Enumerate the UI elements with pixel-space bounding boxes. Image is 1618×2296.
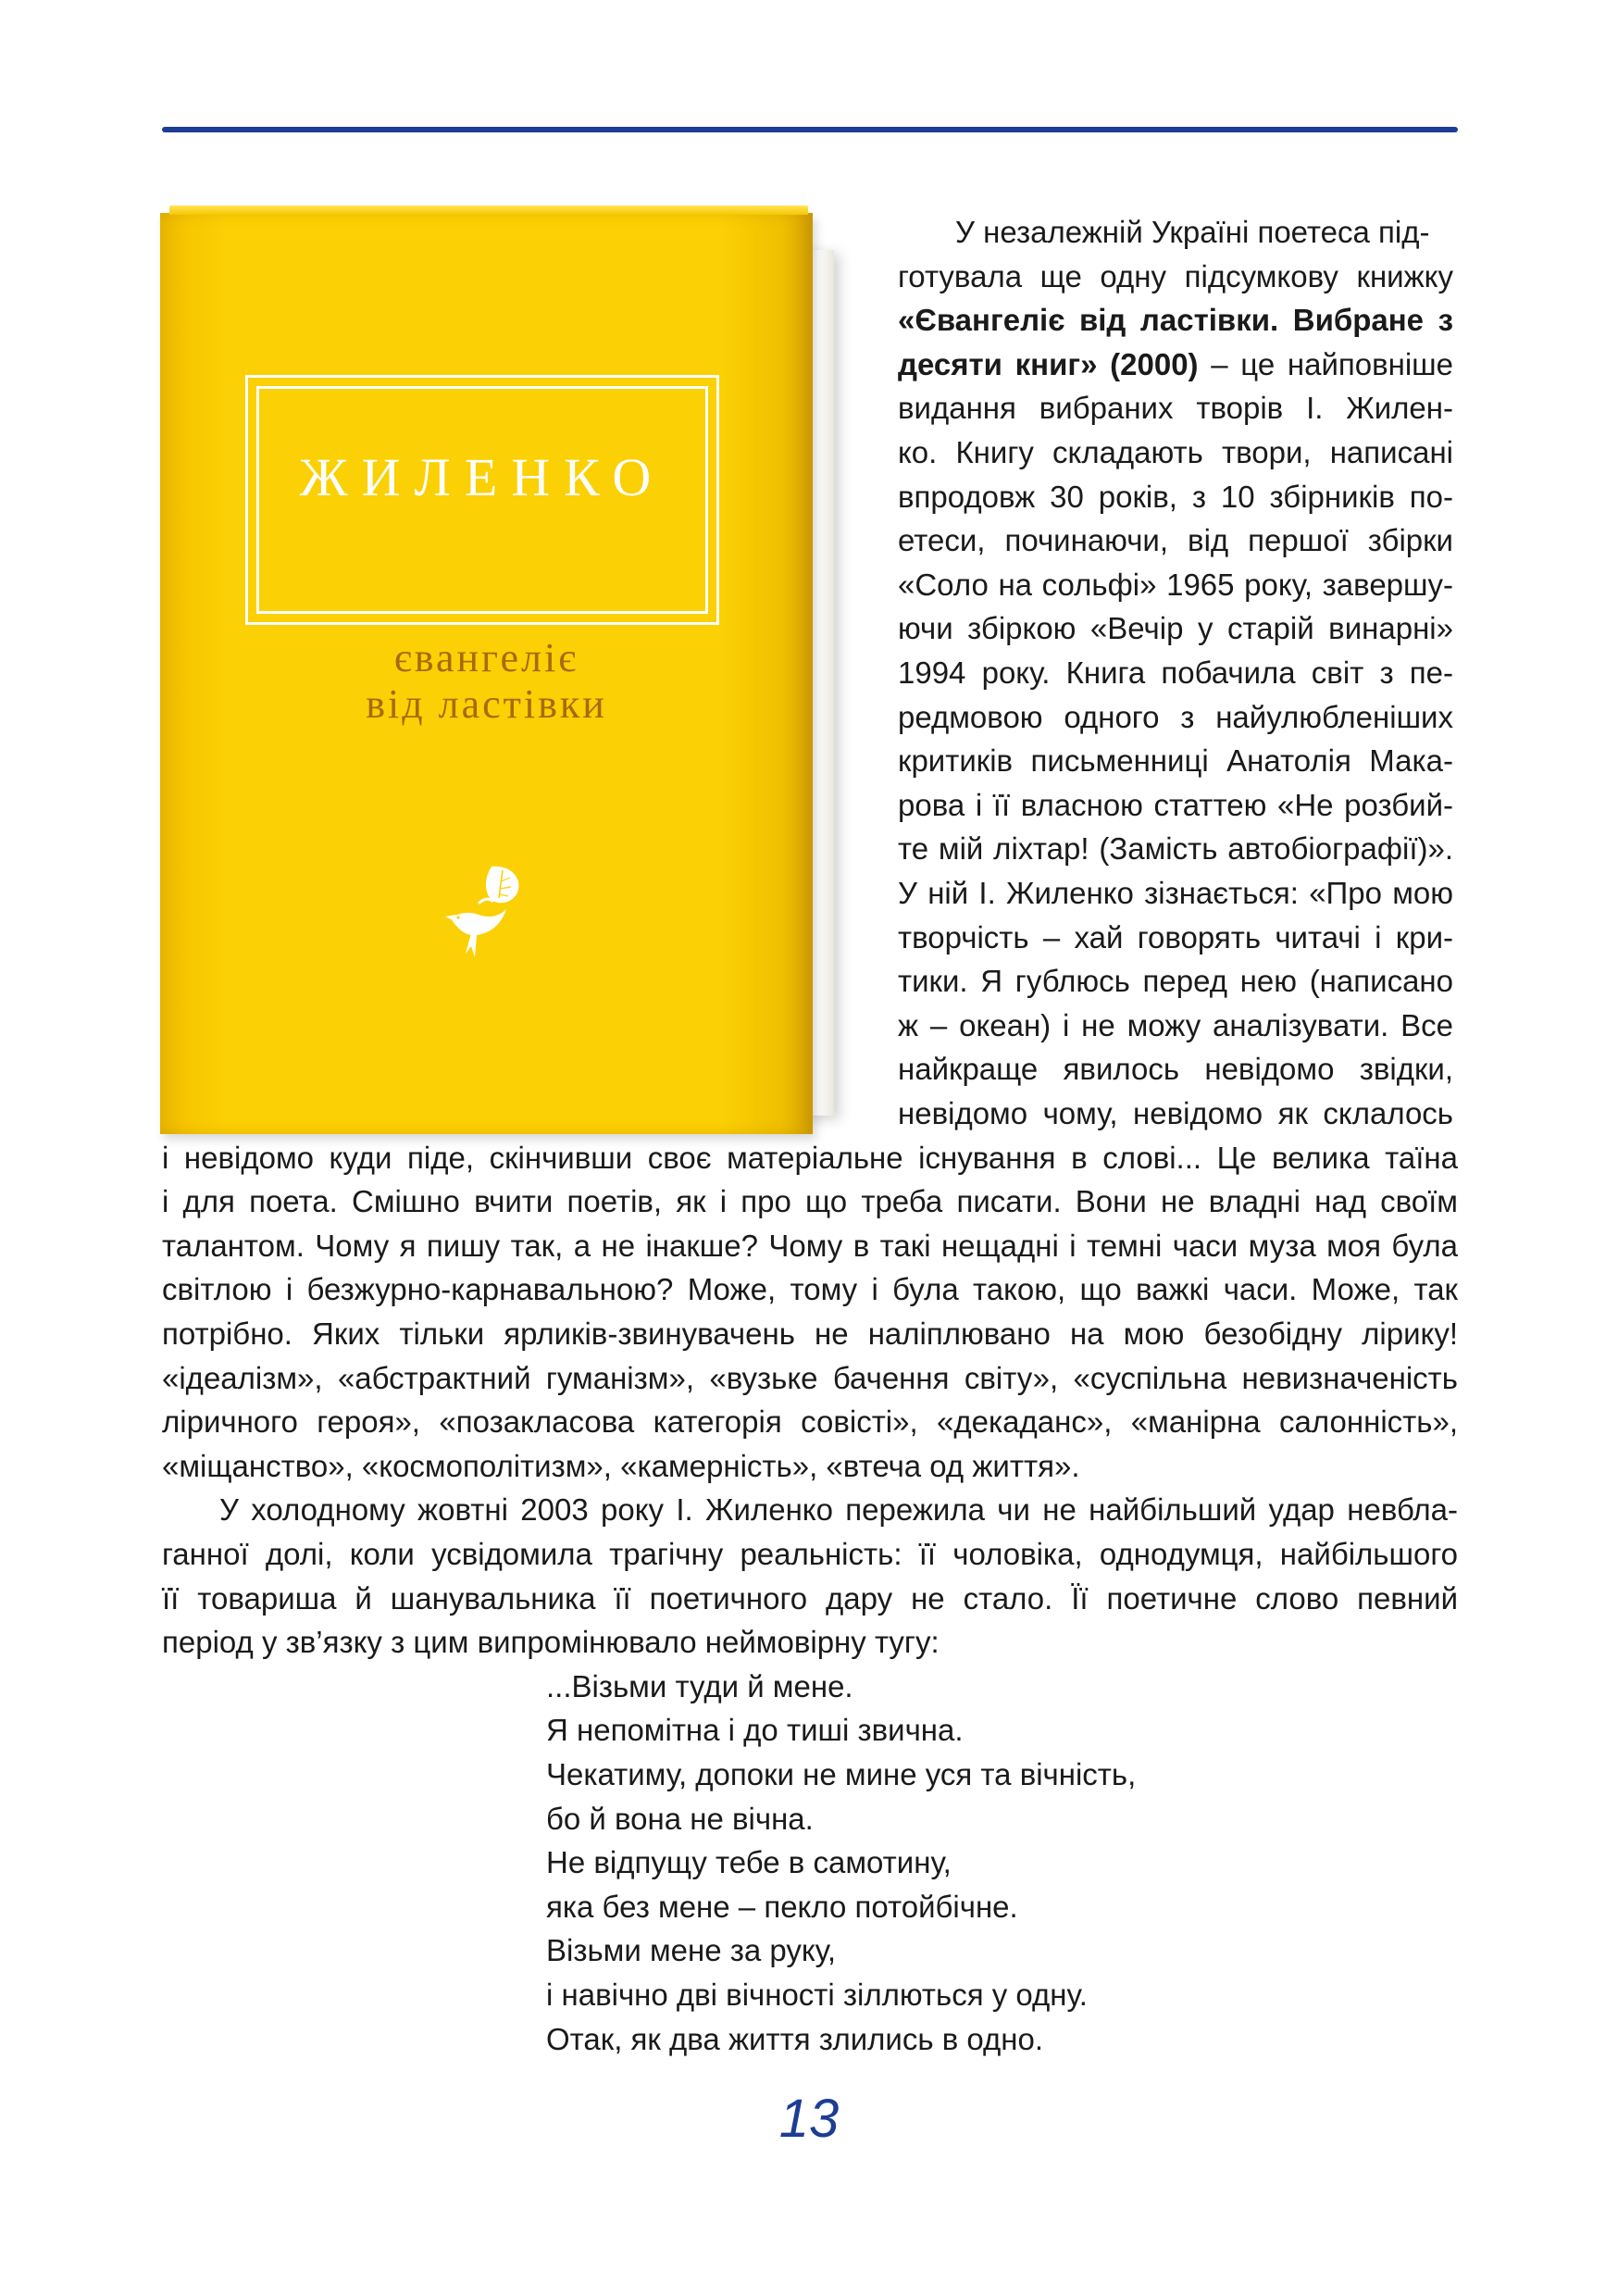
header-rule <box>162 127 1458 132</box>
swallow-leaf-icon <box>438 861 530 963</box>
text-line <box>898 828 1453 870</box>
text-line: ліричного героя», «позакласова категорія совісті», «декаданс», «манірна салонність», <box>162 1404 1458 1440</box>
text-run: 1994 року. Книга побачила світ з пе- <box>898 655 1453 690</box>
text-run: впродовж 30 років, з 10 збірників по- <box>898 479 1453 514</box>
text-line: У холодному жовтні 2003 року І. Жиленко пережила чи не найбільший удар невбла- <box>219 1492 1458 1528</box>
verse-line: Візьми мене за руку, <box>546 1933 837 1968</box>
verse-line: і навічно дві вічності зіллються у одну. <box>546 1978 1088 2012</box>
verse-line: Отак, як два життя злились в одно. <box>546 2021 1044 2056</box>
text-run: «Соло на сольфі» 1965 року, завершу- <box>898 567 1453 602</box>
text-run: творчість – хай говорять читачі і кри- <box>898 919 1453 955</box>
text-line <box>898 211 1453 254</box>
text-line: потрібно. Яких тільки ярликів-звинувачень не наліплювано на мою безобідну лірику! <box>162 1316 1458 1351</box>
text-line: світлою і безжурно-карнавальною? Може, тому і була такою, що важкі часи. Може, так <box>162 1272 1458 1307</box>
text-line <box>898 740 1453 782</box>
verse-line: Чекатиму, допоки не мине уся та вічність, <box>546 1757 1137 1791</box>
text-line: «міщанство», «космополітизм», «камерність», «втеча од життя». <box>162 1448 1080 1483</box>
text-line <box>898 1004 1453 1047</box>
text-line <box>898 256 1453 298</box>
text-run: критиків письменниці Анатолія Мака- <box>898 743 1453 779</box>
text-run: У незалежній Україні поетеса під- <box>955 215 1430 249</box>
bold-book-title: «Євангеліє від ластівки. Вибране з <box>898 303 1453 338</box>
text-run: тики. Я гублюсь перед нею (написано <box>898 964 1453 999</box>
text-line <box>898 519 1453 562</box>
text-run: У ній І. Жиленко зізнається: «Про мою <box>898 876 1453 910</box>
text-run: – це найповніше <box>1198 346 1454 381</box>
text-line <box>898 476 1453 518</box>
cover-title-line1: євангеліє <box>393 635 579 680</box>
text-line <box>898 960 1453 1003</box>
verse-line: бо й вона не вічна. <box>546 1801 814 1836</box>
text-run: видання вибраних творів І. Жилен- <box>898 391 1453 426</box>
text-line <box>898 872 1453 915</box>
text-line: ганної долі, коли усвідомила трагічну реальність: її чоловіка, однодумця, найбільшого <box>162 1537 1458 1571</box>
text-run: ко. Книгу складають твори, написані <box>898 435 1453 469</box>
text-line: «ідеалізм», «абстрактний гуманізм», «вузьке бачення світу», «суспільна невизначеність <box>162 1360 1458 1395</box>
cover-author: ЖИЛЕНКО <box>299 447 666 507</box>
book-front-cover <box>160 213 813 1134</box>
verse-line: яка без мене – пекло потойбічне. <box>546 1889 1018 1924</box>
text-line <box>898 431 1453 474</box>
text-run: етеси, починаючи, від першої збірки <box>898 523 1453 558</box>
text-line <box>898 299 1453 342</box>
text-run: ж – океан) і не можу аналізувати. Все <box>898 1007 1453 1042</box>
text-line: і для поета. Смішно вчити поетів, як і про що треба писати. Вони не владні над своїм <box>162 1184 1458 1219</box>
text-run: ючи збіркою «Вечір у старій винарні» <box>898 611 1453 646</box>
text-run: редмовою одного з найулюбленіших <box>898 699 1453 734</box>
text-line: її товариша й шанувальника її поетичного дару не стало. Її поетичне слово певний <box>162 1580 1458 1616</box>
text-line <box>898 917 1453 959</box>
text-line <box>898 1092 1453 1135</box>
text-run: те мій ліхтар! (Замість автобіографії)». <box>898 831 1453 867</box>
text-run: найкраще явилось невідомо звідки, <box>898 1052 1453 1087</box>
book-cover-image <box>160 206 850 1134</box>
text-line <box>898 696 1453 739</box>
text-line <box>898 343 1453 386</box>
bold-book-title: десяти книг» (2000) <box>898 346 1199 381</box>
verse-line: Я непомітна і до тиші звична. <box>546 1713 964 1748</box>
text-run: рова і її власною статтею «Не розбий- <box>898 787 1453 822</box>
page-number: 13 <box>778 2089 840 2149</box>
verse-line: ...Візьми туди й мене. <box>546 1668 853 1703</box>
text-line <box>898 784 1453 827</box>
text-line <box>898 564 1453 606</box>
verse-line: Не відпущу тебе в самотину, <box>546 1845 952 1880</box>
text-run: готувала ще одну підсумкову книжку <box>898 258 1453 293</box>
text-line <box>898 387 1453 430</box>
text-line: період у зв’язку з цим випромінювало неймовірну тугу: <box>162 1625 940 1660</box>
cover-title-line2: від ластівки <box>366 681 607 727</box>
text-line <box>898 1048 1453 1091</box>
text-line <box>898 652 1453 694</box>
book-top-edge <box>169 206 808 215</box>
text-line <box>898 607 1453 650</box>
text-run: невідомо чому, невідомо як склалось <box>898 1096 1453 1130</box>
text-line: талантом. Чому я пишу так, а не інакше? Чому в такі нещадні і темні часи муза моя була <box>162 1228 1458 1263</box>
text-line: і невідомо куди піде, скінчивши своє матеріальне існування в слові... Це велика таїна <box>162 1140 1458 1175</box>
